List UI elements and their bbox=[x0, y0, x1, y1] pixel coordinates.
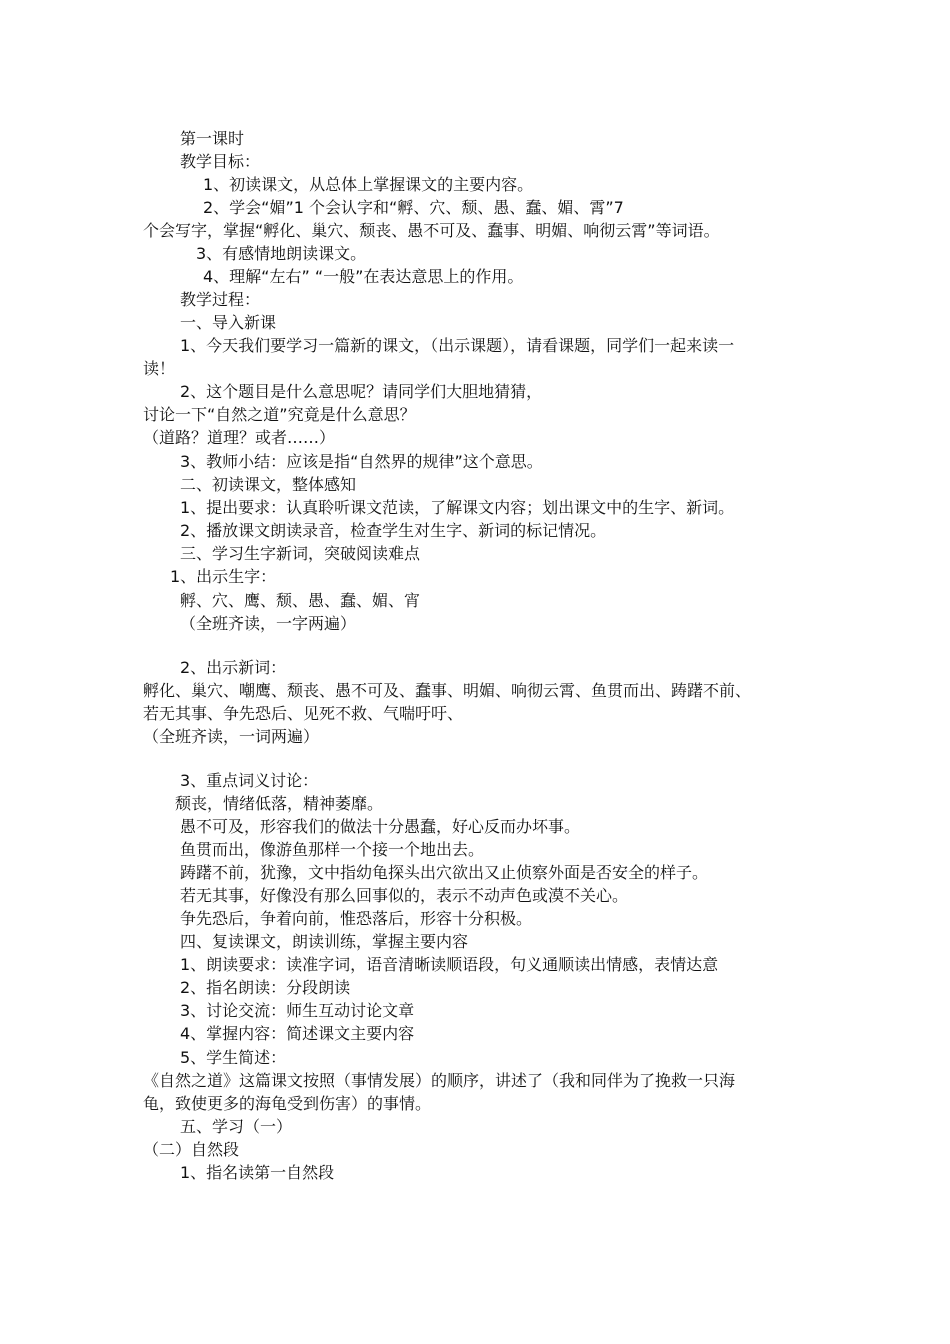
text-line: 颓丧，情绪低落，精神萎靡。 bbox=[175, 794, 384, 813]
text-line: 1、出示生字： bbox=[170, 567, 277, 586]
text-line: 1、指名读第一自然段 bbox=[180, 1163, 335, 1182]
text-line: （全班齐读，一词两遍） bbox=[143, 727, 320, 746]
text-line: 2、学会“媚”1 个会认字和“孵、穴、颓、愚、蠢、媚、霄”7 bbox=[203, 198, 624, 217]
text-line: 讨论一下“自然之道”究竟是什么意思？ bbox=[143, 405, 416, 424]
text-line: 4、理解“左右” “一般”在表达意思上的作用。 bbox=[203, 267, 524, 286]
text-line: （二）自然段 bbox=[143, 1140, 240, 1159]
text-line: 3、教师小结：应该是指“自然界的规律”这个意思。 bbox=[180, 452, 543, 471]
text-line: 若无其事、争先恐后、见死不救、气喘吁吁、 bbox=[143, 704, 464, 723]
text-line: 3、讨论交流：师生互动讨论文章 bbox=[180, 1001, 415, 1020]
text-line: 5、学生简述： bbox=[180, 1048, 287, 1067]
text-line: 2、这个题目是什么意思呢？请同学们大胆地猜猜， bbox=[180, 382, 543, 401]
text-line: 1、朗读要求：读准字词，语音清晰读顺语段，句义通顺读出情感，表情达意 bbox=[180, 955, 719, 974]
text-line: 愚不可及，形容我们的做法十分愚蠢，好心反而办坏事。 bbox=[180, 817, 581, 836]
text-line: 孵、穴、鹰、颓、愚、蠢、媚、宵 bbox=[180, 591, 421, 610]
text-line: 龟，致使更多的海龟受到伤害）的事情。 bbox=[143, 1094, 432, 1113]
text-line: 四、复读课文，朗读训练，掌握主要内容 bbox=[180, 932, 469, 951]
text-line: 读！ bbox=[143, 359, 176, 378]
text-line: 《自然之道》这篇课文按照（事情发展）的顺序，讲述了（我和同伴为了挽救一只海 bbox=[143, 1071, 736, 1090]
text-line: 二、初读课文，整体感知 bbox=[180, 475, 357, 494]
text-line: 五、学习（一） bbox=[180, 1117, 293, 1136]
text-line: 教学目标： bbox=[180, 152, 261, 171]
text-line: 1、今天我们要学习一篇新的课文，（出示课题），请看课题，同学们一起来读一 bbox=[180, 336, 735, 355]
text-line: 4、掌握内容：简述课文主要内容 bbox=[180, 1024, 415, 1043]
text-line: 1、初读课文，从总体上掌握课文的主要内容。 bbox=[203, 175, 534, 194]
text-line: 三、学习生字新词，突破阅读难点 bbox=[180, 544, 421, 563]
text-line: 个会写字，掌握“孵化、巢穴、颓丧、愚不可及、蠢事、明媚、响彻云霄”等词语。 bbox=[143, 221, 720, 240]
text-line: 若无其事，好像没有那么回事似的，表示不动声色或漠不关心。 bbox=[180, 886, 629, 905]
text-line: 3、有感情地朗读课文。 bbox=[196, 244, 367, 263]
text-line: 2、播放课文朗读录音，检查学生对生字、新词的标记情况。 bbox=[180, 521, 607, 540]
text-line: 一、导入新课 bbox=[180, 313, 277, 332]
text-line: 2、指名朗读：分段朗读 bbox=[180, 978, 351, 997]
text-line: 第一课时 bbox=[180, 129, 245, 148]
text-line: 1、提出要求：认真聆听课文范读，了解课文内容；划出课文中的生字、新词。 bbox=[180, 498, 735, 517]
text-line: （全班齐读，一字两遍） bbox=[180, 614, 357, 633]
text-line: 踌躇不前，犹豫，文中指幼龟探头出穴欲出又止侦察外面是否安全的样子。 bbox=[180, 863, 709, 882]
text-line: 2、出示新词： bbox=[180, 658, 287, 677]
text-line: 教学过程： bbox=[180, 290, 261, 309]
text-line: 孵化、巢穴、嘲鹰、颓丧、愚不可及、蠢事、明媚、响彻云霄、鱼贯而出、踌躇不前、 bbox=[143, 681, 752, 700]
text-line: （道路？道理？或者……） bbox=[143, 428, 336, 447]
text-line: 3、重点词义讨论： bbox=[180, 771, 319, 790]
text-line: 鱼贯而出，像游鱼那样一个接一个地出去。 bbox=[180, 840, 485, 859]
text-line: 争先恐后，争着向前，惟恐落后，形容十分积极。 bbox=[180, 909, 533, 928]
